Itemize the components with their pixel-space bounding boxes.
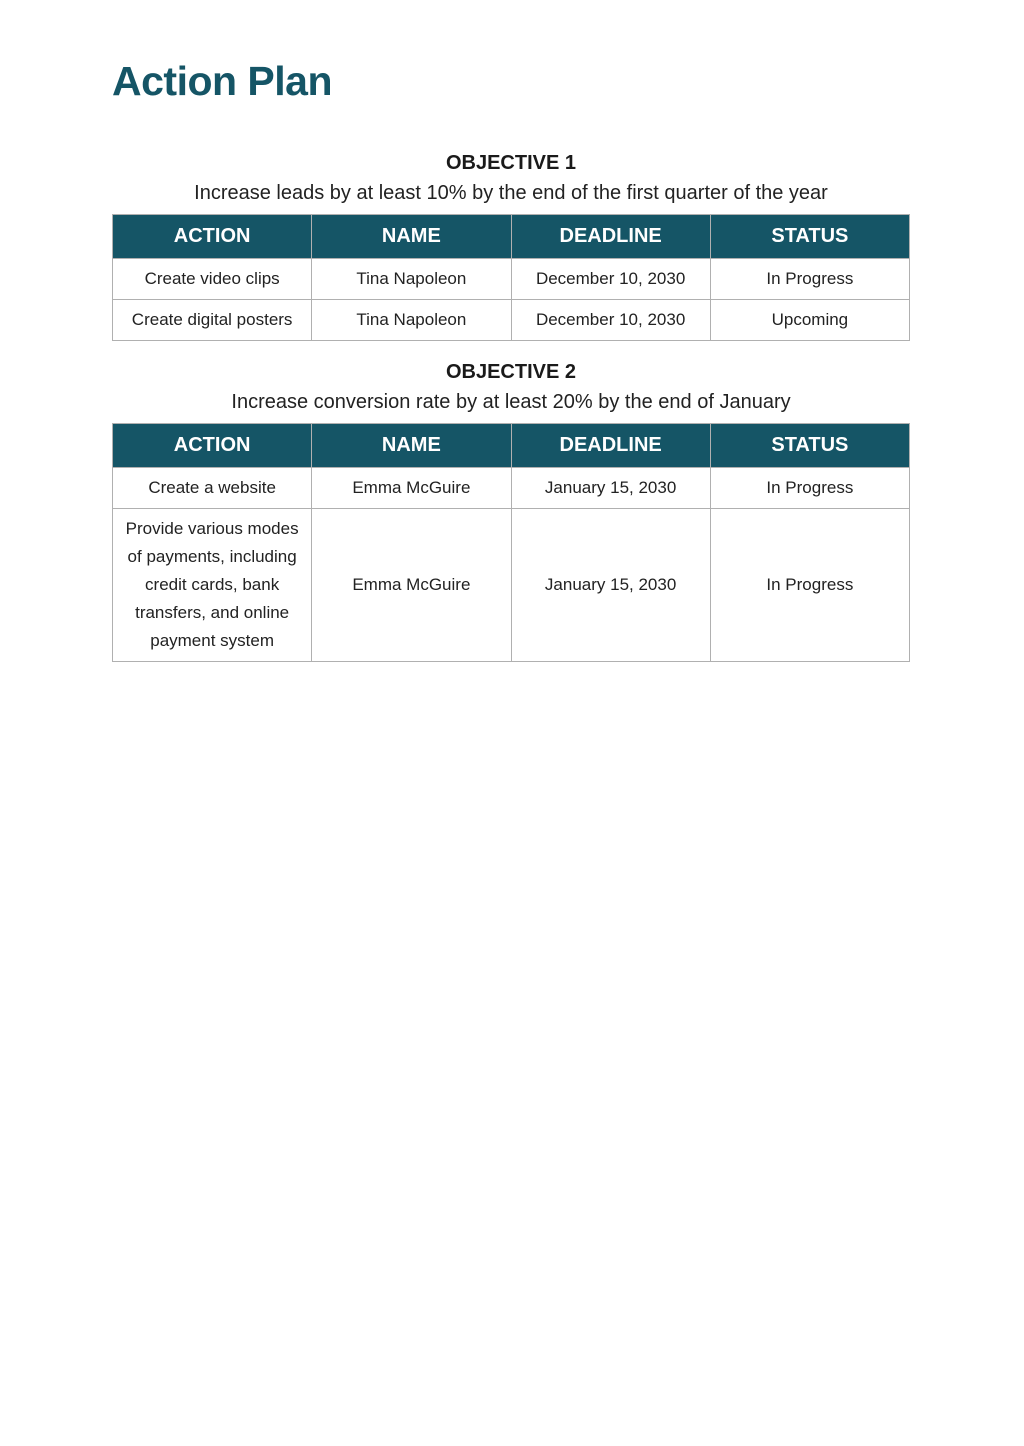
objective-2-label: OBJECTIVE 2 — [445, 361, 577, 383]
cell-action: Provide various modes of payments, including credit cards, bank transfers, and online payment system — [113, 509, 312, 662]
table-row — [113, 509, 910, 662]
cell-name: Tina Napoleon — [312, 300, 511, 341]
objective-1-description: Increase leads by at least 10% by the end of the first quarter of the year — [194, 182, 828, 204]
cell-status: Upcoming — [710, 300, 909, 341]
cell-name: Emma McGuire — [312, 468, 511, 509]
cell-action: Create a website — [113, 468, 312, 509]
cell-name: Tina Napoleon — [312, 259, 511, 300]
objective-2-section — [112, 357, 910, 662]
objective-2-table — [112, 423, 910, 662]
objective-1-section — [112, 148, 910, 341]
header-status: STATUS — [710, 424, 909, 468]
cell-deadline: January 15, 2030 — [511, 468, 710, 509]
header-name: NAME — [312, 215, 511, 259]
objective-1-label: OBJECTIVE 1 — [445, 152, 577, 174]
header-status: STATUS — [710, 215, 909, 259]
table-header-row — [113, 424, 910, 468]
cell-deadline: December 10, 2030 — [511, 259, 710, 300]
header-action: ACTION — [113, 215, 312, 259]
cell-status: In Progress — [710, 259, 909, 300]
header-name: NAME — [312, 424, 511, 468]
table-row — [113, 300, 910, 341]
objective-2-description: Increase conversion rate by at least 20% by the end of January — [231, 391, 791, 413]
table-row — [113, 259, 910, 300]
cell-status: In Progress — [710, 468, 909, 509]
header-deadline: DEADLINE — [511, 424, 710, 468]
cell-action: Create digital posters — [113, 300, 312, 341]
cell-action: Create video clips — [113, 259, 312, 300]
table-header-row — [113, 215, 910, 259]
cell-deadline: December 10, 2030 — [511, 300, 710, 341]
page-title: Action Plan — [112, 58, 333, 104]
table-row — [113, 468, 910, 509]
cell-name: Emma McGuire — [312, 509, 511, 662]
header-deadline: DEADLINE — [511, 215, 710, 259]
header-action: ACTION — [113, 424, 312, 468]
objective-1-table — [112, 214, 910, 341]
cell-status: In Progress — [710, 509, 909, 662]
cell-deadline: January 15, 2030 — [511, 509, 710, 662]
